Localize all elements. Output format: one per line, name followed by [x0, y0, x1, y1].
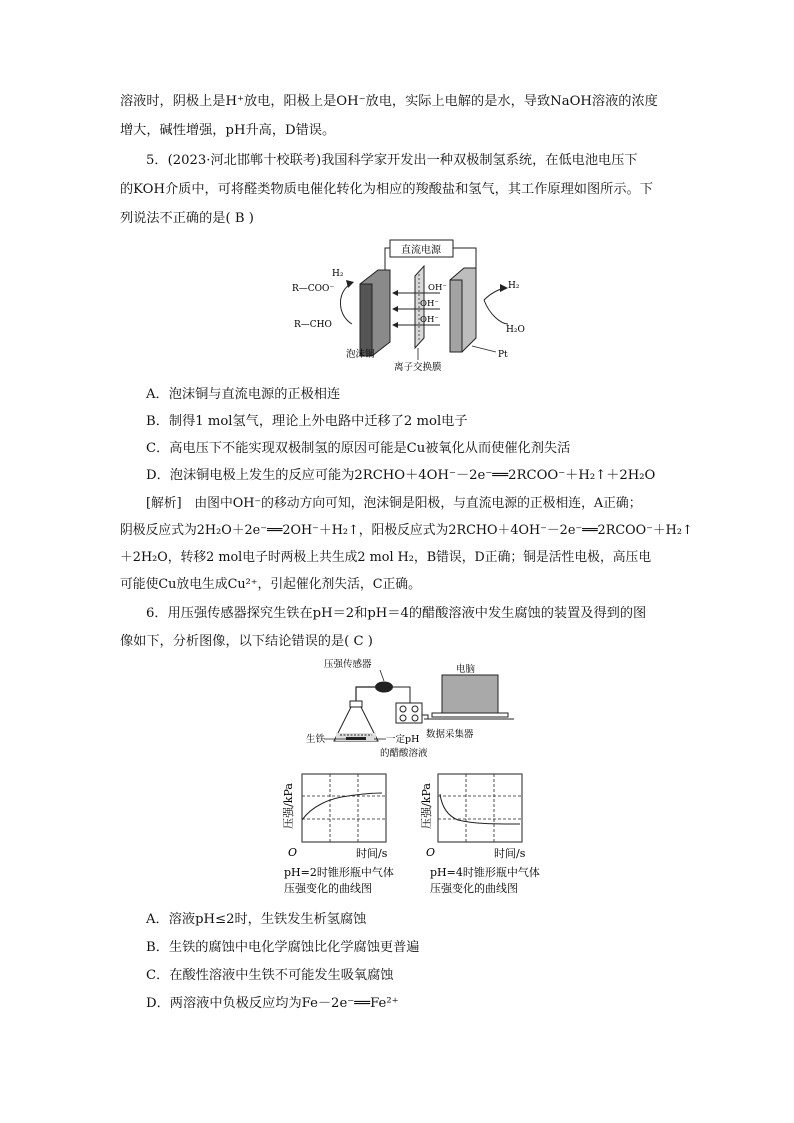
text-line: 列说法不正确的是( B ) [120, 211, 254, 226]
option-a: A．泡沫铜与直流电源的正极相连 [146, 387, 341, 402]
x-axis-label: 时间/s [356, 847, 388, 860]
computer-label: 电脑 [456, 664, 476, 675]
text-line: 增大，碱性增强，pH升高，D错误。 [120, 123, 336, 138]
origin-label: O [288, 846, 298, 859]
hydroxide-label: OH⁻ [420, 315, 439, 325]
option-d: D．泡沫铜电极上发生的反应可能为2RCHO＋4OH⁻－2e⁻══2RCOO⁻＋H₂↑＋2H₂O [146, 468, 656, 483]
data-collector-label: 数据采集器 [426, 729, 474, 740]
analysis-text: 阴极反应式为2H₂O＋2e⁻══2OH⁻＋H₂↑，阳极反应式为2RCHO＋4OH⁻－2e⁻══2RCOO⁻＋H₂↑ [120, 523, 693, 538]
water-label: H₂O [506, 325, 525, 335]
origin-label: O [426, 846, 436, 859]
text-line: 的KOH介质中，可将醛类物质电催化转化为相应的羧酸盐和氢气，其工作原理如图所示。下 [120, 182, 653, 197]
apparatus-diagram [300, 655, 530, 763]
analysis-text: 可能使Cu放电生成Cu²⁺，引起催化剂失活，C正确。 [120, 577, 421, 592]
graph-caption: 压强变化的曲线图 [430, 882, 518, 895]
membrane-label: 离子交换膜 [394, 362, 442, 373]
pressure-graph-ph2 [278, 768, 408, 898]
option-a: A．溶液pH≤2时，生铁发生析氢腐蚀 [146, 912, 367, 927]
pressure-sensor-label: 压强传感器 [324, 659, 372, 670]
option-c: C．在酸性溶液中生铁不可能发生吸氧腐蚀 [146, 968, 394, 983]
platinum-label: Pt [498, 350, 508, 360]
electrolysis-diagram [290, 236, 540, 376]
h2-left-label: H₂ [332, 269, 344, 279]
hydroxide-label: OH⁻ [420, 299, 439, 309]
carboxylate-label: R—COO⁻ [292, 284, 335, 294]
y-axis-label: 压强/kPa [420, 783, 433, 829]
analysis-text: ＋2H₂O，转移2 mol电子时两极上共生成2 mol H₂，B错误，D正确；铜是活性电极，高压电 [120, 550, 652, 565]
option-b: B．制得1 mol氢气，理论上外电路中迁移了2 mol电子 [146, 414, 468, 429]
y-axis-label: 压强/kPa [282, 783, 295, 829]
option-d: D．两溶液中负极反应均为Fe－2e⁻══Fe²⁺ [146, 996, 399, 1011]
text-line: 溶液时，阴极上是H⁺放电，阳极上是OH⁻放电，实际上电解的是水，导致NaOH溶液的浓度 [120, 94, 658, 109]
h2-right-label: H₂ [508, 281, 520, 291]
graph-caption: pH=4时锥形瓶中气体 [430, 866, 540, 879]
analysis-text: [解析] 由图中OH⁻的移动方向可知，泡沫铜是阳极，与直流电源的正极相连，A正确； [146, 496, 642, 511]
graph-caption: pH=2时锥形瓶中气体 [284, 866, 394, 879]
text-line: 像如下，分析图像，以下结论错误的是( C ) [120, 634, 373, 649]
pressure-graph-ph4 [420, 768, 564, 898]
question-5-stem: 5．(2023·河北邯郸十校联考)我国科学家开发出一种双极制氢系统，在低电池电压下 [146, 153, 638, 168]
foam-copper-label: 泡沫铜 [346, 349, 375, 360]
x-axis-label: 时间/s [494, 847, 526, 860]
solution-label: 的醋酸溶液 [380, 748, 428, 759]
solution-label: 一定pH [386, 734, 420, 745]
question-6-stem: 6．用压强传感器探究生铁在pH＝2和pH＝4的醋酸溶液中发生腐蚀的装置及得到的图 [146, 606, 647, 621]
graph-caption: 压强变化的曲线图 [284, 882, 372, 895]
aldehyde-label: R—CHO [294, 320, 332, 330]
hydroxide-label: OH⁻ [428, 283, 447, 293]
pig-iron-label: 生铁 [306, 734, 326, 745]
power-source-label: 直流电源 [401, 245, 441, 256]
option-b: B．生铁的腐蚀中电化学腐蚀比化学腐蚀更普遍 [146, 940, 420, 955]
option-c: C．高电压下不能实现双极制氢的原因可能是Cu被氧化从而使催化剂失活 [146, 441, 571, 456]
